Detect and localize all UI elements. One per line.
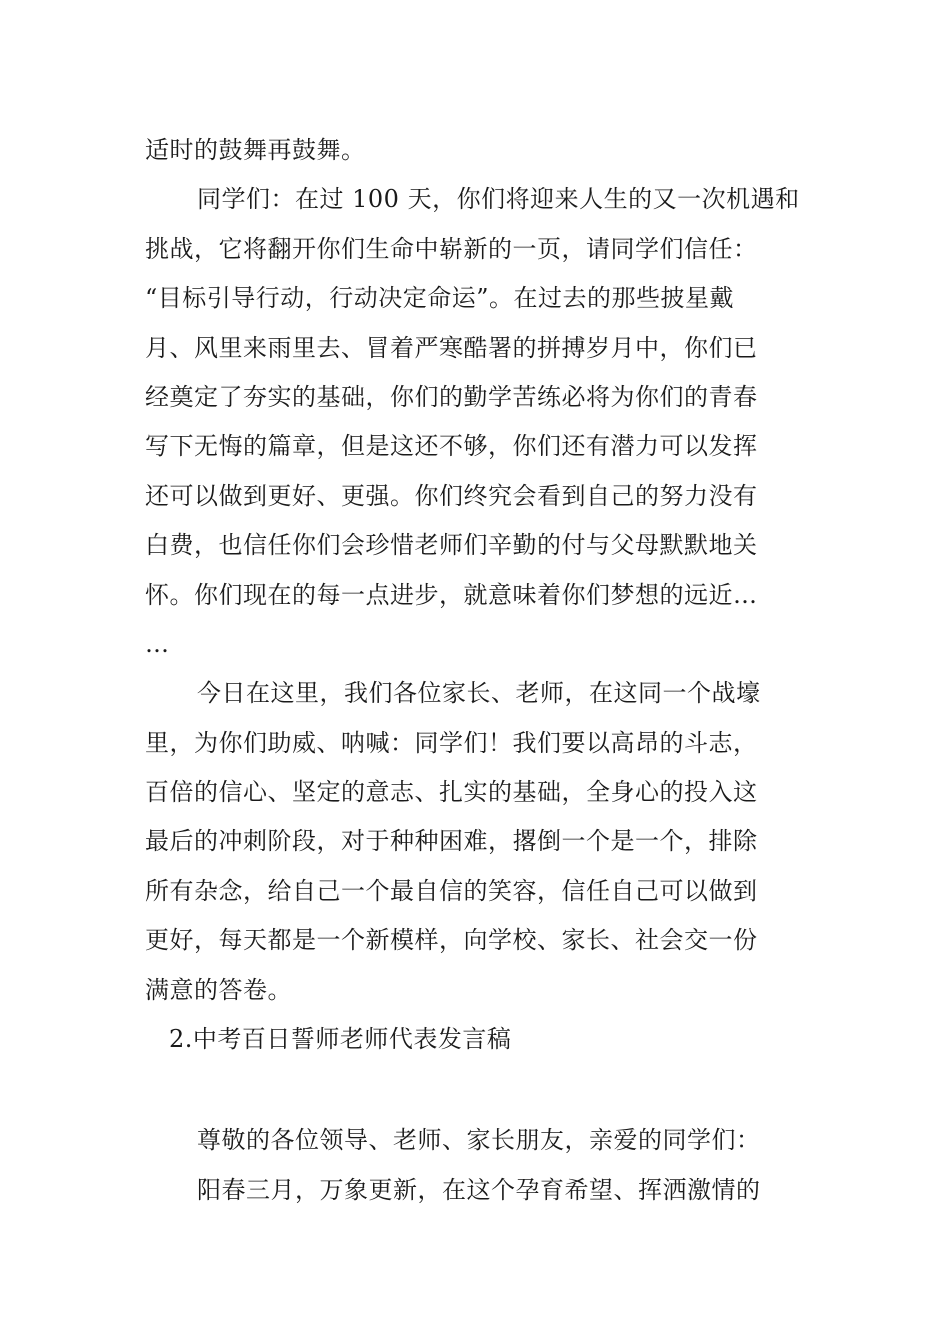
- paragraph-line: 写下无悔的篇章，但是这还不够，你们还有潜力可以发挥: [145, 432, 758, 461]
- paragraph-line: 怀。你们现在的每一点进步，就意味着你们梦想的远近…: [145, 580, 758, 609]
- paragraph-line: 月、风里来雨里去、冒着严寒酷署的拼搏岁月中，你们已: [145, 333, 758, 362]
- paragraph-line: 白费，也信任你们会珍惜老师们辛勤的付与父母默默地关: [145, 531, 758, 560]
- paragraph-line: 百倍的信心、坚定的意志、扎实的基础，全身心的投入这: [145, 778, 758, 807]
- paragraph-line: …: [145, 629, 170, 658]
- paragraph-line: 更好，每天都是一个新模样，向学校、家长、社会交一份: [145, 926, 758, 955]
- paragraph-line: 阳春三月，万象更新，在这个孕育希望、挥洒激情的: [197, 1175, 761, 1204]
- paragraph-line: 经奠定了夯实的基础，你们的勤学苦练必将为你们的青春: [145, 382, 758, 411]
- blank-spacer: [145, 1064, 810, 1116]
- salutation-line: 尊敬的各位领导、老师、家长朋友，亲爱的同学们：: [197, 1126, 761, 1155]
- paragraph-line: 里，为你们助威、呐喊：同学们！我们要以高昂的斗志，: [145, 728, 758, 757]
- paragraph-line: “目标引导行动，行动决定命运”。在过去的那些披星戴: [145, 284, 735, 313]
- paragraph-line: 适时的鼓舞再鼓舞。: [145, 136, 366, 164]
- paragraph-line: 还可以做到更好、更强。你们终究会看到自己的努力没有: [145, 481, 758, 510]
- paragraph-line: 今日在这里，我们各位家长、老师，在这同一个战壕: [197, 679, 761, 708]
- section-heading: 2.中考百日誓师老师代表发言稿: [169, 1025, 512, 1054]
- paragraph-line: 挑战，它将翻开你们生命中崭新的一页，请同学们信任：: [145, 234, 758, 263]
- paragraph-line: 最后的冲刺阶段，对于种种困难，撂倒一个是一个，排除: [145, 827, 758, 856]
- paragraph-line: 满意的答卷。: [145, 975, 292, 1004]
- document-page: [145, 126, 810, 1215]
- paragraph-line: 所有杂念，给自己一个最自信的笑容，信任自己可以做到: [145, 876, 758, 905]
- paragraph-line: 同学们：在过 100 天，你们将迎来人生的又一次机遇和: [197, 185, 800, 214]
